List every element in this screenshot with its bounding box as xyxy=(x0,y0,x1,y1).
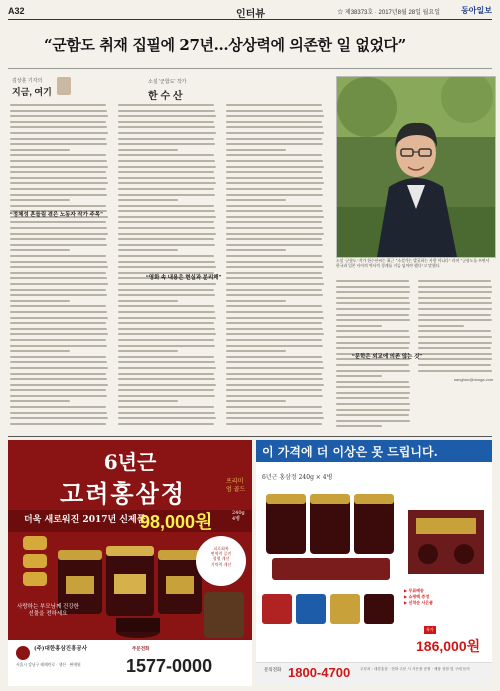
text-line xyxy=(118,345,215,347)
text-line xyxy=(118,149,178,151)
text-line xyxy=(10,395,107,397)
text-line xyxy=(226,311,323,313)
text-line xyxy=(10,266,108,268)
text-line xyxy=(226,115,324,117)
text-line xyxy=(118,188,214,190)
benefit-1: 피로회복 xyxy=(213,546,229,551)
text-line xyxy=(118,300,178,302)
text-line xyxy=(226,339,322,341)
text-line xyxy=(118,115,216,117)
text-line xyxy=(226,333,324,335)
text-line xyxy=(118,205,214,207)
text-line xyxy=(118,361,215,363)
text-line xyxy=(10,367,108,369)
company-address: 서울시 강남구 테헤란로 · 생산 · 판매원 xyxy=(16,662,81,667)
text-line xyxy=(118,110,215,112)
text-line xyxy=(418,370,492,372)
text-line xyxy=(226,166,324,168)
text-line xyxy=(10,317,108,319)
ad-band-text: 더욱 새로워진 2017년 신제품 xyxy=(24,515,146,525)
text-line xyxy=(118,210,215,212)
text-line xyxy=(226,188,322,190)
author-photo xyxy=(336,76,496,258)
text-line xyxy=(226,238,322,240)
text-line xyxy=(10,339,106,341)
text-line xyxy=(10,121,106,123)
text-line xyxy=(118,356,214,358)
text-line xyxy=(336,403,410,405)
text-line xyxy=(226,126,323,128)
ad2-benefit-2: ▶ 쇼핑백 증정 xyxy=(404,594,430,599)
text-line xyxy=(336,397,409,399)
text-line xyxy=(10,244,107,246)
text-line xyxy=(418,353,492,355)
text-line xyxy=(10,205,106,207)
text-line xyxy=(118,384,216,386)
text-line xyxy=(226,294,323,296)
text-line xyxy=(226,322,322,324)
text-line xyxy=(336,375,382,377)
text-line xyxy=(118,283,216,285)
interviewee xyxy=(148,78,187,102)
text-line xyxy=(226,328,323,330)
text-line xyxy=(226,317,324,319)
ad-price: 98,000원 xyxy=(140,512,213,532)
text-line xyxy=(118,255,214,257)
text-line xyxy=(226,266,324,268)
text-line xyxy=(226,400,286,402)
text-line xyxy=(418,319,492,321)
text-line xyxy=(336,302,410,304)
text-line xyxy=(10,138,106,140)
text-line xyxy=(226,216,324,218)
text-line xyxy=(10,412,107,414)
text-line xyxy=(10,194,107,196)
ad2-phone[interactable]: 1800-4700 xyxy=(288,665,351,680)
article-column-1 xyxy=(10,104,110,434)
text-line xyxy=(118,350,178,352)
writer-name: 지금, 여기 xyxy=(12,87,52,97)
text-line xyxy=(118,289,214,291)
article-column-5 xyxy=(418,280,494,376)
text-line xyxy=(336,336,410,338)
text-line xyxy=(10,233,108,235)
text-line xyxy=(118,261,215,263)
text-line xyxy=(118,266,216,268)
text-line xyxy=(10,378,107,380)
writer-avatar xyxy=(57,77,71,95)
text-line xyxy=(226,233,324,235)
text-line xyxy=(226,249,286,251)
text-line xyxy=(336,381,409,383)
text-line xyxy=(118,417,216,419)
text-line xyxy=(118,177,215,179)
text-line xyxy=(336,414,409,416)
ad2-product-title: 6년근 홍삼정 240g × 4병 xyxy=(262,474,333,481)
text-line xyxy=(226,199,286,201)
text-line xyxy=(418,336,492,338)
newspaper-brand: 동아일보 xyxy=(461,6,492,15)
subheading-2: “영화 속 내용은 현실과 분리해” xyxy=(146,275,222,281)
ginseng-ad-2[interactable] xyxy=(256,440,492,686)
interviewee-role: 소설 '군함도' 작가 xyxy=(148,79,187,85)
text-line xyxy=(226,160,323,162)
text-line xyxy=(418,291,492,293)
text-line xyxy=(10,283,108,285)
photo-caption: 소설 '군함도' 작가 한수산씨는 최근 “소설가는 발굴하는 사람 아니다” 라며 “군함도를 쓰면서 한국과 일본 사이의 역사적 경계를 거듭 넘어야 했다”고 말했다. xyxy=(336,258,490,268)
text-line xyxy=(10,333,108,335)
ad2-note: 주문처 : 대한홍삼 · 전화 주문 시 사은품 증정 · 제품 상담 및 구매 문의 xyxy=(360,667,470,671)
text-line xyxy=(118,182,216,184)
text-line xyxy=(226,221,322,223)
text-line xyxy=(118,311,215,313)
text-line xyxy=(226,244,323,246)
text-line xyxy=(10,300,70,302)
text-line xyxy=(10,227,107,229)
text-line xyxy=(418,314,491,316)
text-line xyxy=(418,330,491,332)
text-line xyxy=(226,149,286,151)
text-line xyxy=(10,311,107,313)
text-line xyxy=(10,115,108,117)
text-line xyxy=(336,330,409,332)
text-line xyxy=(10,361,107,363)
text-line xyxy=(118,328,215,330)
text-line xyxy=(118,216,216,218)
page-header xyxy=(8,5,492,20)
subheading-3: “문학은 외교에 의존 않는 것” xyxy=(352,354,423,360)
benefit-3: 혈행 개선 xyxy=(212,556,230,562)
product-jars-image xyxy=(48,536,208,640)
text-line xyxy=(336,308,410,310)
text-line xyxy=(226,182,324,184)
text-line xyxy=(226,305,322,307)
text-line xyxy=(10,249,70,251)
text-line xyxy=(10,143,107,145)
text-line xyxy=(226,395,323,397)
text-line xyxy=(118,373,214,375)
text-line xyxy=(10,154,106,156)
text-line xyxy=(226,406,322,408)
text-line xyxy=(418,342,492,344)
order-phone[interactable]: 1577-0000 xyxy=(126,656,213,676)
ad-divider xyxy=(8,436,492,437)
text-line xyxy=(226,378,323,380)
text-line xyxy=(418,297,491,299)
article-column-3 xyxy=(226,104,326,434)
text-line xyxy=(118,423,214,425)
text-line xyxy=(336,425,382,427)
reporter-email: sanghun@donga.com xyxy=(454,377,494,382)
text-line xyxy=(10,149,70,151)
issue-date: ☆ 제38373호 · 2017년8월 28일 월요일 xyxy=(337,10,440,16)
text-line xyxy=(336,392,410,394)
text-line xyxy=(118,233,216,235)
text-line xyxy=(118,160,215,162)
ad2-benefit-1: ▶ 무료배송 xyxy=(404,588,424,593)
ad2-products-image xyxy=(262,484,400,584)
text-line xyxy=(226,384,324,386)
text-line xyxy=(118,378,215,380)
text-line xyxy=(336,280,409,282)
text-line xyxy=(118,339,214,341)
text-line xyxy=(118,132,216,134)
text-line xyxy=(226,132,324,134)
text-line xyxy=(118,412,215,414)
ad2-call-label: 문의전화 xyxy=(264,668,282,673)
text-line xyxy=(226,177,323,179)
text-line xyxy=(226,300,286,302)
text-line xyxy=(10,160,107,162)
text-line xyxy=(10,305,106,307)
headline: “군함도 취재 집필에 27년…상상력에 의존한 일 없었다” xyxy=(44,36,406,54)
text-line xyxy=(336,364,409,366)
ad-slogan: 사랑하는 부모님께 건강한 선물을 전하세요 xyxy=(17,604,79,617)
benefit-4: 기억력 개선 xyxy=(210,561,232,567)
text-line xyxy=(336,297,409,299)
text-line xyxy=(336,370,410,372)
divider xyxy=(8,68,492,69)
text-line xyxy=(118,171,214,173)
text-line xyxy=(418,302,492,304)
text-line xyxy=(118,227,215,229)
text-line xyxy=(226,361,323,363)
text-line xyxy=(226,389,322,391)
text-line xyxy=(226,417,324,419)
text-line xyxy=(226,373,322,375)
text-line xyxy=(226,272,322,274)
text-line xyxy=(336,420,410,422)
text-line xyxy=(10,132,108,134)
ad-weight: 240g 4병 xyxy=(232,510,245,522)
text-line xyxy=(10,350,70,352)
ad-brand: 고려홍삼정 xyxy=(60,479,186,508)
article-column-2 xyxy=(118,104,218,434)
ad2-headline: 이 가격에 더 이상은 못 드립니다. xyxy=(262,445,438,459)
text-line xyxy=(336,386,410,388)
text-line xyxy=(118,322,214,324)
text-line xyxy=(118,244,215,246)
text-line xyxy=(418,325,464,327)
text-line xyxy=(118,104,214,106)
text-line xyxy=(118,395,215,397)
ad2-benefits xyxy=(404,588,488,606)
benefit-2: 면역력 증진 xyxy=(210,551,232,557)
text-line xyxy=(118,333,216,335)
text-line xyxy=(118,400,178,402)
text-line xyxy=(10,272,106,274)
text-line xyxy=(226,104,322,106)
text-line xyxy=(118,406,214,408)
text-line xyxy=(336,286,410,288)
company-logo-icon xyxy=(16,646,30,660)
text-line xyxy=(118,294,215,296)
ad-footer xyxy=(8,640,252,686)
text-line xyxy=(226,171,322,173)
ad2-price: 186,000원 xyxy=(416,638,481,654)
text-line xyxy=(226,356,322,358)
text-line xyxy=(10,110,107,112)
text-line xyxy=(118,121,214,123)
text-line xyxy=(226,227,323,229)
text-line xyxy=(226,205,322,207)
text-line xyxy=(118,143,215,145)
text-line xyxy=(118,221,214,223)
text-line xyxy=(10,417,108,419)
text-line xyxy=(336,314,409,316)
text-line xyxy=(226,143,323,145)
text-line xyxy=(10,277,107,279)
text-line xyxy=(118,199,178,201)
text-line xyxy=(226,350,286,352)
text-line xyxy=(418,347,491,349)
benefit-badge xyxy=(196,536,246,586)
text-line xyxy=(226,289,322,291)
text-line xyxy=(10,345,107,347)
text-line xyxy=(226,255,322,257)
text-line xyxy=(336,347,409,349)
text-line xyxy=(10,384,108,386)
ad2-box-image xyxy=(404,500,488,582)
text-line xyxy=(226,277,323,279)
text-line xyxy=(336,291,410,293)
text-line xyxy=(118,305,214,307)
author-photo-image xyxy=(337,77,495,257)
interviewee-name: 한 수 산 xyxy=(148,91,183,102)
text-line xyxy=(10,238,106,240)
text-line xyxy=(118,367,216,369)
text-line xyxy=(10,322,106,324)
text-line xyxy=(226,110,323,112)
ginseng-ad[interactable] xyxy=(8,440,252,686)
ad-years: 6년근 xyxy=(103,450,157,474)
gift-set-image xyxy=(204,592,244,638)
writer-box xyxy=(12,77,108,99)
text-line xyxy=(10,400,70,402)
text-line xyxy=(336,319,410,321)
ad-grade: 프리미엄 골드 xyxy=(226,478,246,493)
text-line xyxy=(10,261,107,263)
text-line xyxy=(10,289,106,291)
text-line xyxy=(118,138,214,140)
text-line xyxy=(10,255,106,257)
ad2-call-bar xyxy=(256,662,492,686)
text-line xyxy=(226,261,323,263)
text-line xyxy=(336,342,410,344)
text-line xyxy=(118,249,178,251)
ad2-benefit-3: ▶ 선착순 사은품 xyxy=(404,600,434,605)
text-line xyxy=(118,238,214,240)
text-line xyxy=(10,423,106,425)
text-line xyxy=(226,423,322,425)
text-line xyxy=(10,356,106,358)
text-line xyxy=(226,194,323,196)
text-line xyxy=(10,221,106,223)
company-name: (주)대한홍삼진흥공사 xyxy=(34,646,88,652)
text-line xyxy=(10,177,107,179)
text-line xyxy=(10,406,106,408)
text-line xyxy=(10,199,70,201)
text-line xyxy=(418,286,492,288)
page-number: A32 xyxy=(8,6,25,16)
text-line xyxy=(10,373,106,375)
text-line xyxy=(10,294,107,296)
text-line xyxy=(118,126,215,128)
section-title: 인터뷰 xyxy=(236,9,265,20)
text-line xyxy=(118,389,214,391)
text-line xyxy=(10,188,106,190)
text-line xyxy=(226,367,324,369)
text-line xyxy=(418,364,491,366)
text-line xyxy=(118,166,216,168)
text-line xyxy=(10,126,107,128)
text-line xyxy=(10,328,107,330)
text-line xyxy=(226,412,323,414)
text-line xyxy=(118,194,215,196)
text-line xyxy=(10,389,106,391)
text-line xyxy=(418,308,492,310)
text-line xyxy=(226,121,322,123)
text-line xyxy=(118,154,214,156)
text-line xyxy=(418,280,491,282)
text-line xyxy=(10,171,106,173)
text-line xyxy=(226,154,322,156)
text-line xyxy=(10,182,108,184)
text-line xyxy=(336,409,410,411)
writer-role: 김상훈 기자의 xyxy=(12,78,43,84)
text-line xyxy=(226,283,324,285)
subheading-1: “정체성 흔들림 겪은 노동자 작가 주목” xyxy=(10,212,103,218)
text-line xyxy=(226,345,323,347)
ad2-price-badge: 특가 xyxy=(426,627,434,632)
text-line xyxy=(226,210,323,212)
hotline-label: 주문전화 xyxy=(132,647,150,652)
text-line xyxy=(10,166,108,168)
text-line xyxy=(336,325,382,327)
text-line xyxy=(418,358,492,360)
text-line xyxy=(226,138,322,140)
text-line xyxy=(118,317,216,319)
text-line xyxy=(10,104,106,106)
